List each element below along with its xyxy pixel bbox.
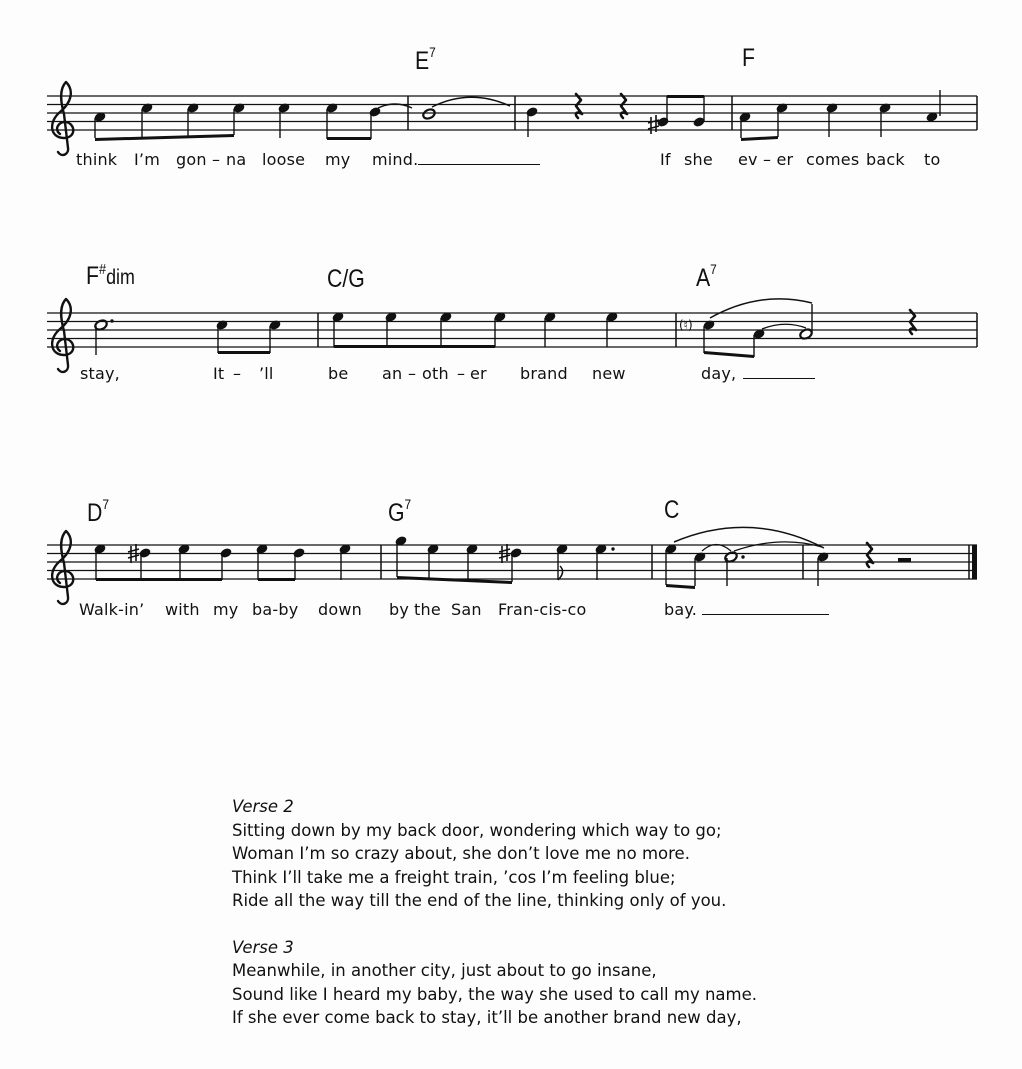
verse-2 (232, 795, 757, 913)
lyric-syllable: with (165, 600, 200, 619)
chord-symbol-c-over-g (327, 265, 365, 294)
chord-extension: 7 (429, 44, 436, 60)
lyric-syllable: by (389, 600, 410, 619)
chord-extension: 7 (710, 261, 717, 277)
verse-line: If she ever come back to stay, it’ll be another brand new day, (232, 1008, 742, 1027)
lyric-extender-line (702, 614, 829, 615)
lyric-syllable: my (325, 150, 351, 169)
lyric-syllable: day, (701, 364, 737, 383)
lyric-syllable: bay. (664, 600, 698, 619)
lyric-extender-line (418, 164, 540, 165)
lyric-syllable: think (76, 150, 118, 169)
verse-line: Ride all the way till the end of the line, thinking only of you. (232, 891, 727, 910)
staff-system-2 (47, 299, 977, 372)
lyric-syllable: brand (520, 364, 568, 383)
lyric-syllable: er (470, 364, 487, 383)
lyric-hyphen: – (457, 364, 466, 383)
chord-symbol-g7 (388, 496, 411, 528)
lyric-syllable: the (414, 600, 441, 619)
chord-symbol-fsharp-dim (86, 261, 135, 291)
lyric-syllable: my (213, 600, 239, 619)
chord-root: F (86, 262, 99, 290)
lyric-syllable: San (451, 600, 482, 619)
verse-line: Think I’ll take me a freight train, ’cos I’m feeling blue; (232, 867, 676, 887)
lyric-hyphen: – (408, 364, 417, 383)
chord-extension: 7 (102, 496, 109, 512)
verse-title: Verse 3 (232, 937, 294, 957)
treble-clef-icon (52, 82, 73, 155)
lyric-syllable: an (382, 364, 403, 383)
verse-line: Woman I’m so crazy about, she don’t love me no more. (232, 844, 690, 863)
lyric-syllable: Walk-in’ (79, 600, 145, 619)
verse-3 (232, 936, 757, 1030)
lyric-syllable: back (866, 150, 905, 169)
chord-root: F (742, 44, 755, 72)
verse-line: Meanwhile, in another city, just about to go insane, (232, 961, 657, 980)
chord-root: C/G (327, 265, 365, 293)
lyric-syllable: oth (422, 364, 449, 383)
lyric-syllable: new (592, 364, 626, 383)
lyric-syllable: be (328, 364, 349, 383)
lyric-syllable: she (684, 150, 713, 169)
lyric-syllable: loose (262, 150, 306, 169)
lyric-syllable: comes (806, 150, 860, 169)
staff-system-3 (47, 527, 977, 604)
chord-extension: 7 (404, 496, 412, 512)
chord-root: A (696, 264, 711, 292)
lyric-extender-line (743, 378, 815, 379)
verse-line: Sound like I heard my baby, the way she used to call my name. (232, 984, 758, 1004)
chord-root: G (388, 499, 405, 527)
lyric-syllable: ba-by (252, 600, 299, 619)
lyric-syllable: It (213, 364, 225, 383)
lyric-hyphen: – (212, 150, 221, 169)
lyric-syllable: na (226, 150, 247, 169)
verse-title: Verse 2 (232, 797, 294, 816)
lyric-syllable: ev – er (738, 150, 794, 169)
chord-symbol-f (742, 44, 755, 73)
chord-symbol-c (664, 496, 679, 525)
treble-clef-icon (52, 299, 73, 372)
verse-line: Sitting down by my back door, wondering which way to go; (232, 820, 722, 840)
svg-text:(♮): (♮) (679, 318, 693, 332)
lyric-syllable: stay, (80, 364, 120, 383)
lyric-syllable: mind. (372, 150, 419, 169)
chord-symbol-e7 (415, 44, 436, 76)
chord-symbol-d7 (87, 496, 109, 528)
chord-root: D (87, 499, 103, 527)
chord-root: C (664, 496, 680, 524)
chord-quality: dim (106, 266, 135, 289)
lyric-hyphen: – (233, 364, 242, 383)
lyric-syllable: to (924, 150, 941, 169)
lyric-syllable: Fran-cis-co (498, 600, 587, 619)
lyric-syllable: I’m (134, 150, 160, 169)
additional-verses (232, 795, 757, 1053)
chord-symbol-a7 (696, 261, 717, 293)
chord-root: E (415, 47, 430, 75)
lyric-syllable: gon (176, 150, 207, 169)
staff-system-1 (47, 82, 977, 155)
treble-clef-icon (52, 531, 73, 604)
lyric-syllable: down (318, 600, 362, 619)
lyric-syllable: If (660, 150, 671, 169)
lyric-syllable: ’ll (259, 364, 274, 383)
sharp-sign: # (98, 261, 107, 278)
